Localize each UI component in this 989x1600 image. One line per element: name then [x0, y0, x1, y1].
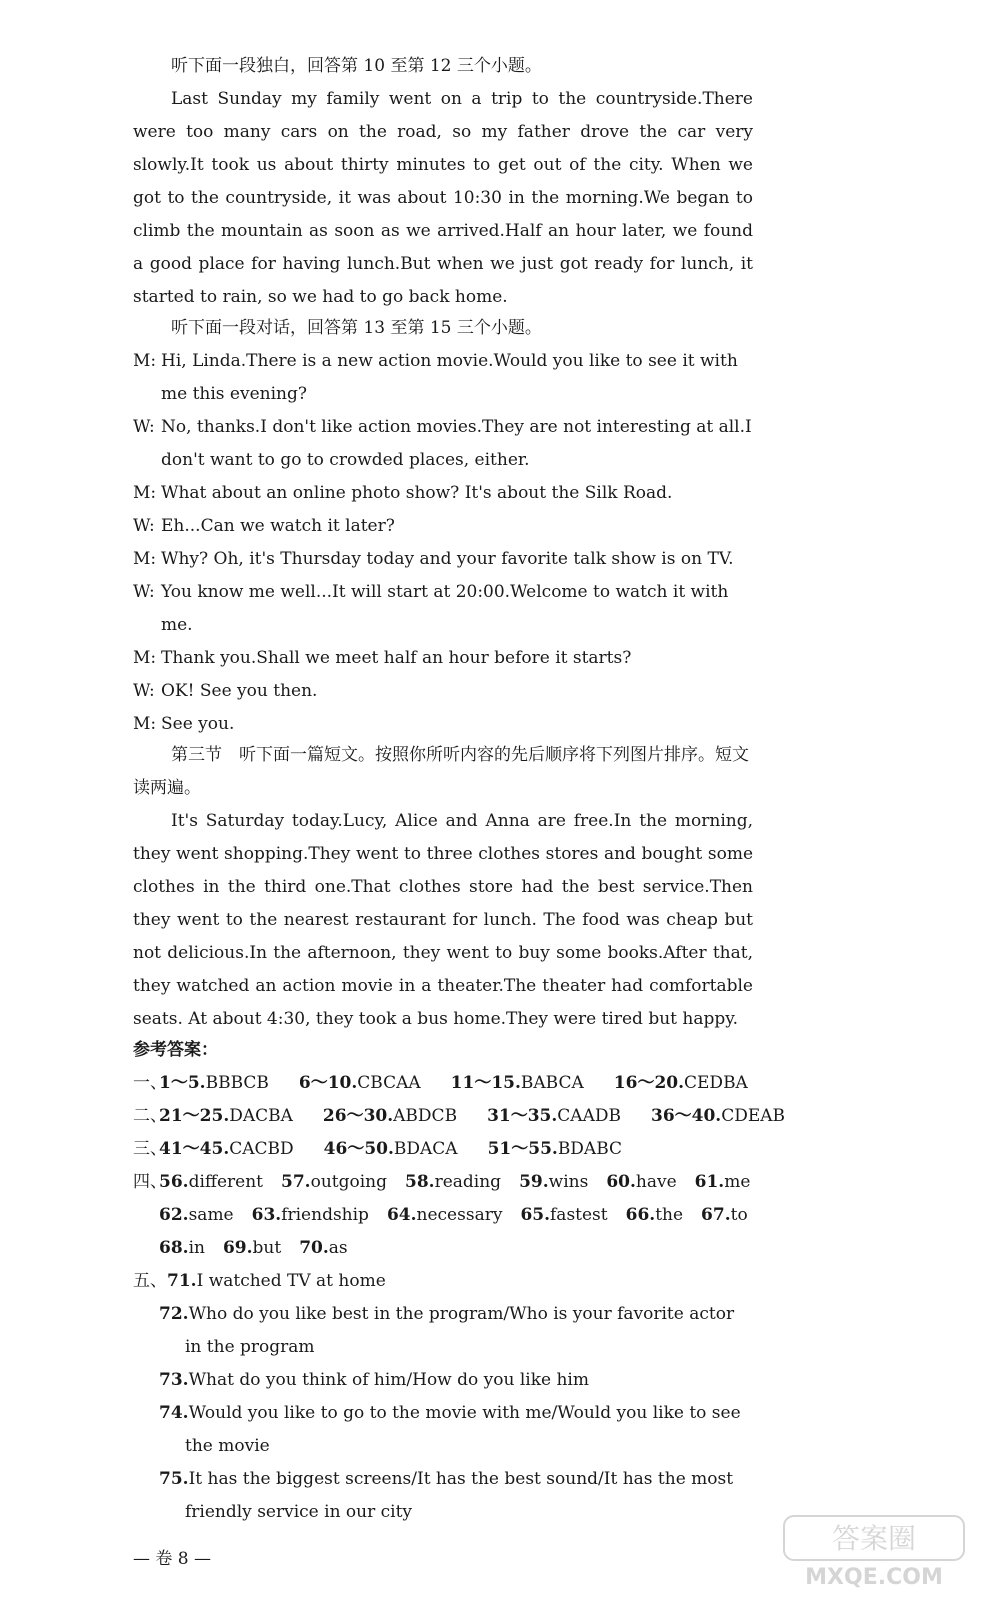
passage-text: It's Saturday today.Lucy, Alice and Anna are free.In the morning, they went shopping.They went to three clothes stores and bought some clothes in the third one.That clothes store had the best service.Then they went to the nearest restaurant for lunch. The food was cheap but not delicious.In the afternoon, they went to buy some books.After that, they watched an action movie in a theater.The theater had comfortable seats. At about 4:30, they took a bus home.They were tired but happy.: [133, 811, 753, 1029]
speaker-label: M:: [133, 351, 157, 371]
answer-group: [451, 1067, 584, 1100]
answer-group: [324, 1133, 458, 1166]
speaker-label: M:: [133, 714, 157, 734]
dialogue-line: [133, 345, 753, 411]
answer-item: [519, 1166, 588, 1199]
answer-item: [159, 1166, 263, 1199]
dialogue-text: What about an online photo show? It's about the Silk Road.: [161, 483, 673, 503]
answer-word: have: [635, 1172, 677, 1192]
answer-word: outgoing: [310, 1172, 387, 1192]
question-range: 21～25.: [159, 1106, 230, 1126]
sentence-answer: [133, 1463, 753, 1529]
question-number: 66.: [625, 1205, 656, 1225]
question-number: 56.: [159, 1172, 189, 1192]
question-number: 68.: [159, 1238, 189, 1258]
answer-row-part4: [133, 1199, 753, 1232]
dialogue-line: [133, 576, 753, 642]
sentence-answer: [133, 1364, 753, 1397]
answer-item: [626, 1199, 683, 1232]
answer-letters: DACBA: [229, 1106, 293, 1126]
answer-item: [695, 1166, 751, 1199]
section-heading: 听下面一段独白，回答第 10 至第 12 三个小题。: [171, 56, 542, 76]
dialogue-line: [133, 708, 753, 741]
dialogue-line: [133, 510, 753, 543]
sentence-answer: [133, 1397, 753, 1463]
question-range: 16～20.: [613, 1073, 685, 1093]
answer-sentence: Would you like to go to the movie with me/Would you like to see the movie: [185, 1403, 741, 1456]
answer-item: [520, 1199, 607, 1232]
dialogue-line: [133, 411, 753, 477]
answer-group: [488, 1133, 622, 1166]
dialogue-text: Thank you.Shall we meet half an hour before it starts?: [161, 648, 632, 668]
page-number: — 卷 8 —: [133, 1549, 212, 1569]
answer-group: [487, 1100, 621, 1133]
dialogue-line: [133, 675, 753, 708]
section-heading: 第三节 听下面一篇短文。按照你所听内容的先后顺序将下列图片排序。短文读两遍。: [133, 745, 749, 798]
speaker-label: W:: [133, 582, 155, 602]
watermark-logo: [779, 1512, 969, 1592]
answer-word: in: [188, 1238, 205, 1258]
answer-row-part3: [133, 1133, 753, 1166]
question-number: 59.: [519, 1172, 549, 1192]
answer-letters: CBCAA: [357, 1073, 421, 1093]
answer-item: [223, 1232, 281, 1265]
section-monologue: [133, 50, 753, 314]
answer-item: [405, 1166, 501, 1199]
answer-group: [159, 1100, 293, 1133]
answer-row-part2: [133, 1100, 786, 1133]
answer-word: wins: [548, 1172, 589, 1192]
answer-group: [323, 1100, 457, 1133]
answer-item: [701, 1199, 748, 1232]
part-number: 五、: [133, 1271, 167, 1291]
answer-item: [281, 1166, 387, 1199]
question-range: 6～10.: [298, 1073, 358, 1093]
answer-letters: CEDBA: [684, 1073, 748, 1093]
question-number: 69.: [222, 1238, 253, 1258]
answer-group: [299, 1067, 421, 1100]
part-number: 一、: [133, 1073, 167, 1093]
question-number: 65.: [520, 1205, 551, 1225]
sentence-answers: [133, 1265, 753, 1529]
section-three: [133, 739, 753, 1036]
answer-item: [159, 1199, 234, 1232]
question-number: 74.: [159, 1403, 189, 1423]
dialogue-text: Why? Oh, it's Thursday today and your favorite talk show is on TV.: [161, 549, 734, 569]
answer-word: but: [252, 1238, 282, 1258]
answer-row-part4: [133, 1166, 753, 1199]
answer-group: [159, 1067, 269, 1100]
question-number: 58.: [405, 1172, 435, 1192]
question-range: 26～30.: [322, 1106, 394, 1126]
section-heading: 听下面一段对话，回答第 13 至第 15 三个小题。: [171, 318, 542, 338]
dialogue-text: Hi, Linda.There is a new action movie.Would you like to see it with me this evening?: [161, 351, 738, 404]
answer-word: reading: [434, 1172, 502, 1192]
question-number: 73.: [159, 1370, 189, 1390]
part-number: 三、: [133, 1139, 167, 1159]
dialogue-list: [133, 345, 753, 741]
question-number: 71.: [167, 1271, 197, 1291]
answer-letters: CACBD: [229, 1139, 294, 1159]
answer-key: [133, 1034, 786, 1529]
watermark-bottom: MXQE.COM: [805, 1565, 943, 1590]
answer-letters: BDACA: [393, 1139, 458, 1159]
answer-word: as: [328, 1238, 348, 1258]
answer-group: [651, 1100, 785, 1133]
answer-item: [252, 1199, 369, 1232]
question-number: 67.: [701, 1205, 731, 1225]
watermark-top: 答案圈: [831, 1522, 917, 1555]
question-range: 11～15.: [450, 1073, 521, 1093]
question-range: 36～40.: [650, 1106, 722, 1126]
answer-sentence: What do you think of him/How do you like him: [188, 1370, 589, 1390]
dialogue-text: OK! See you then.: [161, 681, 318, 701]
question-number: 72.: [159, 1304, 189, 1324]
answer-word: different: [188, 1172, 264, 1192]
answer-title: 参考答案：: [133, 1040, 218, 1060]
answer-letters: BDABC: [557, 1139, 623, 1159]
answer-item: [387, 1199, 502, 1232]
dialogue-line: [133, 543, 753, 576]
answer-item: [299, 1232, 347, 1265]
answer-row-part4: [133, 1232, 753, 1265]
question-number: 57.: [281, 1172, 311, 1192]
answer-word: the: [655, 1205, 684, 1225]
question-number: 62.: [159, 1205, 189, 1225]
answer-group: [614, 1067, 748, 1100]
answer-letters: CDEAB: [721, 1106, 786, 1126]
answer-sentence: Who do you like best in the program/Who is your favorite actor in the program: [185, 1304, 735, 1357]
answer-letters: CAADB: [557, 1106, 621, 1126]
answer-word: to: [730, 1205, 748, 1225]
question-range: 41～45.: [159, 1139, 230, 1159]
answer-word: fastest: [550, 1205, 608, 1225]
speaker-label: M:: [133, 483, 157, 503]
part-number: 四、: [133, 1172, 167, 1192]
fill-blank-answers: [133, 1166, 753, 1265]
dialogue-line: [133, 642, 753, 675]
answer-row-part1: [133, 1067, 753, 1100]
answer-sentence: It has the biggest screens/It has the best sound/It has the most friendly service in our city: [185, 1469, 734, 1522]
answer-letters: BBBCB: [205, 1073, 269, 1093]
sentence-answer: [133, 1265, 753, 1298]
answer-letters: ABDCB: [393, 1106, 458, 1126]
speaker-label: W:: [133, 516, 155, 536]
question-number: 60.: [606, 1172, 636, 1192]
passage-text: Last Sunday my family went on a trip to the countryside.There were too many cars on the road, so my father drove the car very slowly.It took us about thirty minutes to get out of the city. When we got to the countryside, it was about 10:30 in the morning.We began to climb the mountain as soon as we arrived.Half an hour later, we found a good place for having lunch.But when we just got ready for lunch, it started to rain, so we had to go back home.: [133, 89, 753, 307]
answer-letters: BABCA: [520, 1073, 584, 1093]
speaker-label: M:: [133, 648, 157, 668]
answer-item: [606, 1166, 676, 1199]
answer-word: necessary: [416, 1205, 503, 1225]
multiple-choice-answers: [133, 1067, 786, 1166]
dialogue-text: Eh...Can we watch it later?: [161, 516, 395, 536]
section-dialogue: [133, 312, 753, 741]
question-number: 61.: [694, 1172, 725, 1192]
answer-group: [159, 1133, 294, 1166]
speaker-label: W:: [133, 681, 155, 701]
question-number: 70.: [299, 1238, 329, 1258]
speaker-label: M:: [133, 549, 157, 569]
question-range: 31～35.: [487, 1106, 558, 1126]
question-number: 63.: [251, 1205, 282, 1225]
question-number: 75.: [159, 1469, 189, 1489]
answer-sentence: I watched TV at home: [196, 1271, 386, 1291]
dialogue-line: [133, 477, 753, 510]
dialogue-text: You know me well...It will start at 20:00.Welcome to watch it with me.: [161, 582, 729, 635]
answer-word: me: [724, 1172, 751, 1192]
question-number: 64.: [386, 1205, 417, 1225]
dialogue-text: See you.: [161, 714, 235, 734]
part-number: 二、: [133, 1106, 167, 1126]
sentence-answer: [133, 1298, 753, 1364]
question-range: 1～5.: [159, 1073, 206, 1093]
speaker-label: W:: [133, 417, 155, 437]
question-range: 51～55.: [487, 1139, 558, 1159]
question-range: 46～50.: [323, 1139, 394, 1159]
dialogue-text: No, thanks.I don't like action movies.They are not interesting at all.I don't want to go to crowded places, either.: [161, 417, 752, 470]
answer-item: [159, 1232, 205, 1265]
answer-word: friendship: [281, 1205, 369, 1225]
answer-word: same: [188, 1205, 234, 1225]
